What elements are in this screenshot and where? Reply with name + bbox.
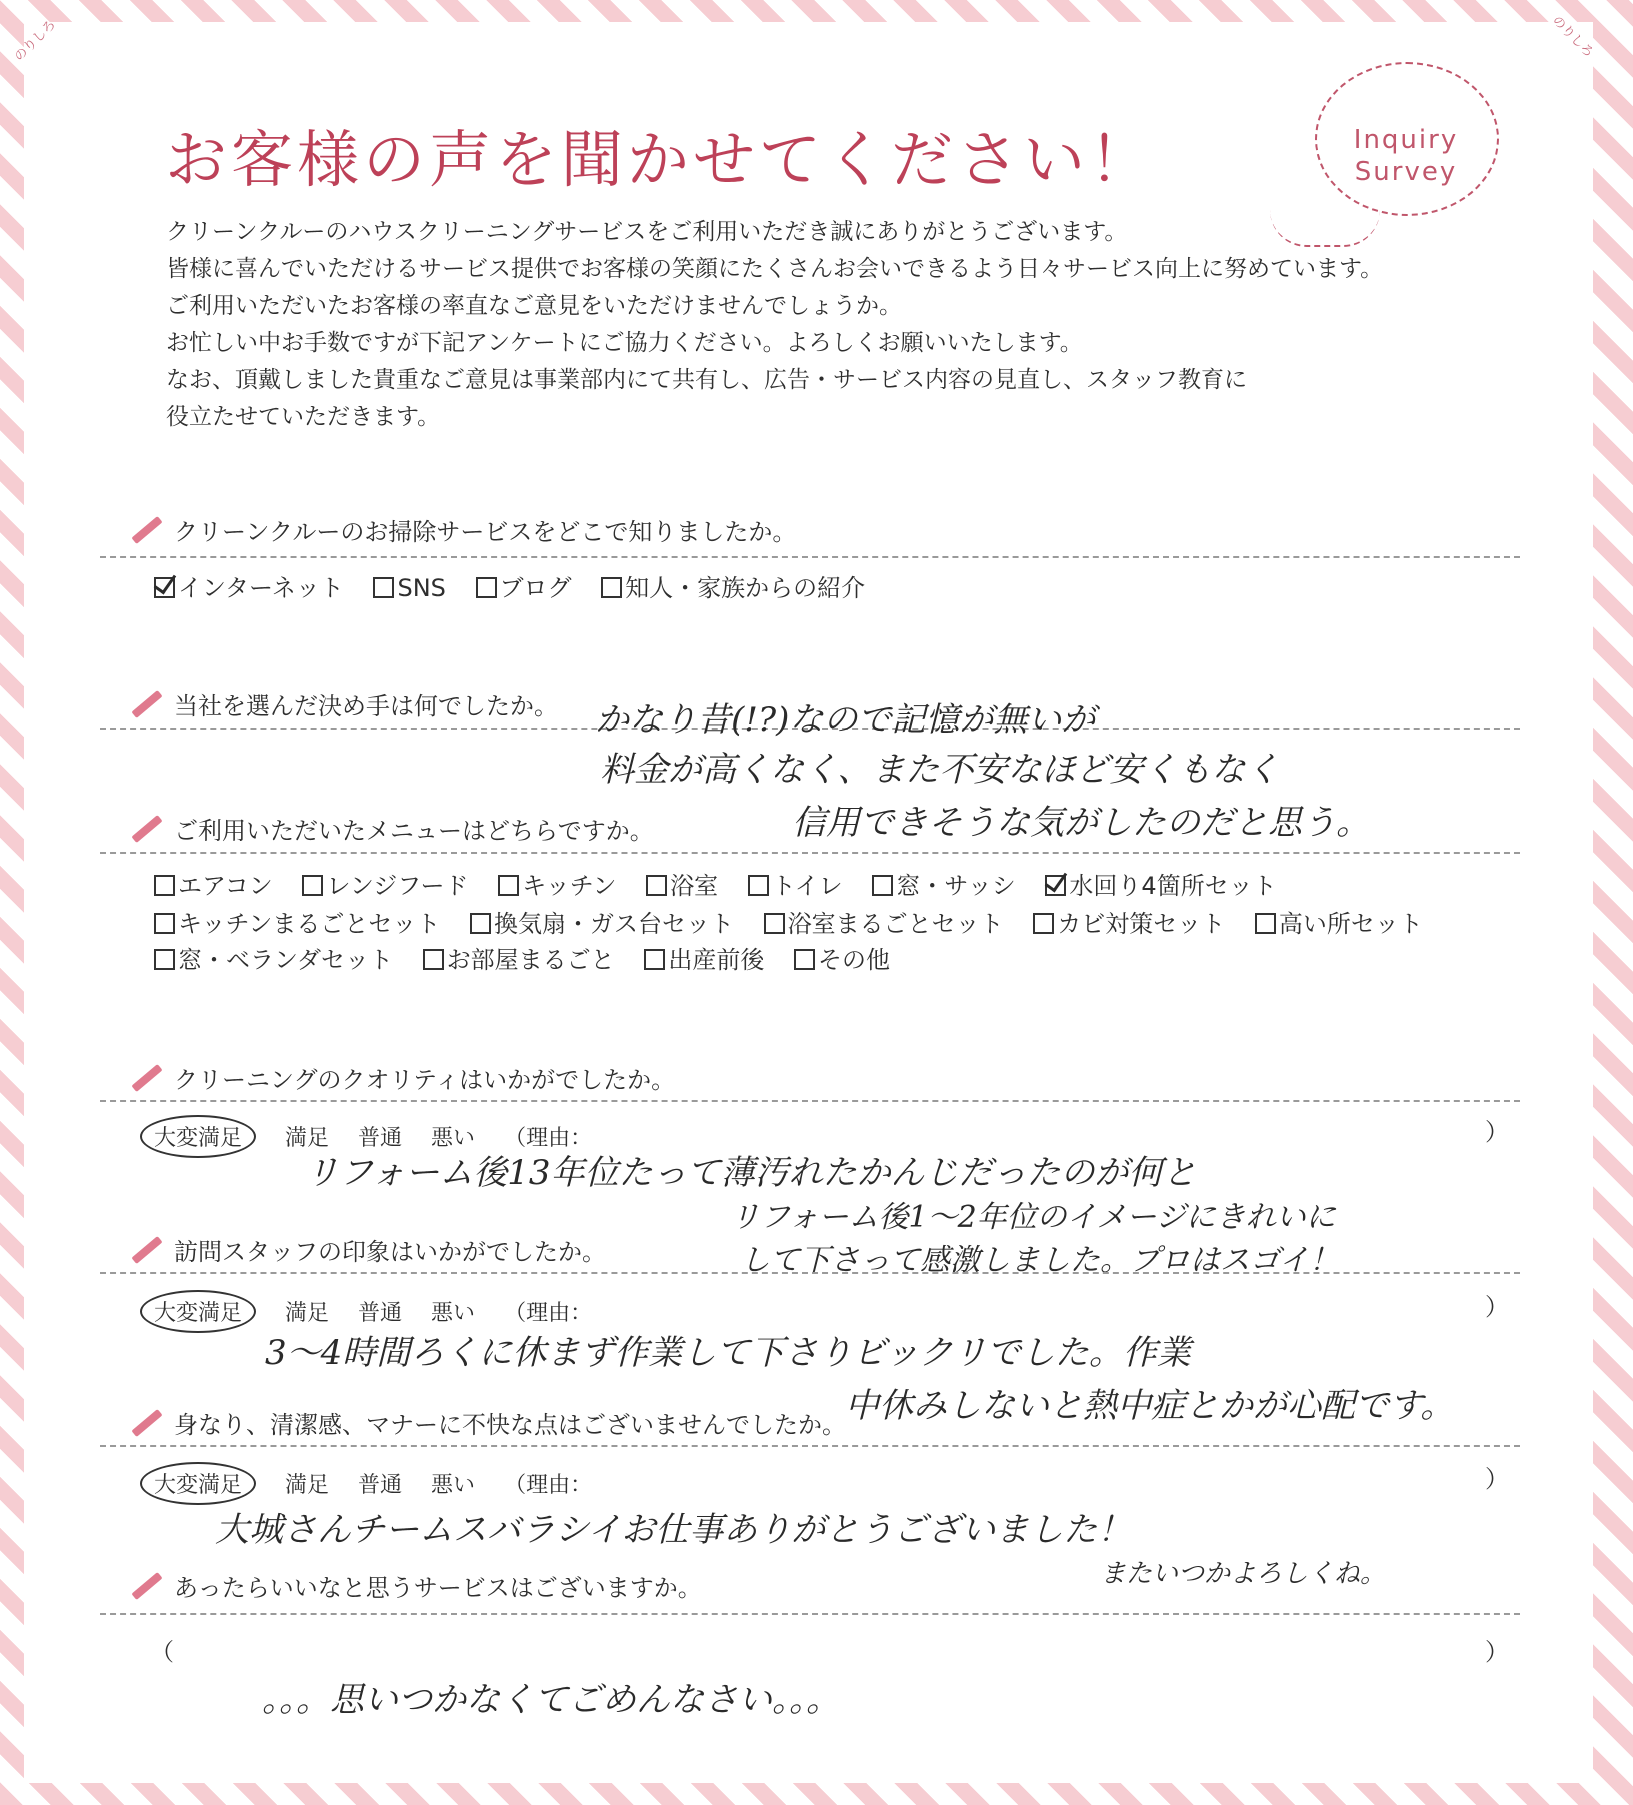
paren-close: ） <box>1485 1465 1509 1493</box>
checkbox[interactable] <box>646 875 667 896</box>
handwritten-answer: かなり昔(!?)なので記憶が無いが <box>595 700 1096 740</box>
divider <box>100 852 1520 854</box>
reason-label: （理由： <box>504 1126 593 1151</box>
question-4 <box>130 1060 675 1095</box>
rating-satisfied[interactable]: 満足 <box>285 1473 330 1498</box>
option-rangehood[interactable]: レンジフード <box>302 866 468 901</box>
option-veranda-set[interactable]: 窓・ベランダセット <box>154 940 393 975</box>
checkbox[interactable] <box>154 875 175 896</box>
q3-options-row3 <box>154 940 912 975</box>
question-3-label: ご利用いただいたメニューはどちらですか。 <box>174 817 654 845</box>
divider <box>100 1100 1520 1102</box>
handwritten-answer: リフォーム後1〜2年位のイメージにきれいに <box>730 1200 1336 1235</box>
rating-bad[interactable]: 悪い <box>431 1301 476 1326</box>
checkbox[interactable] <box>373 577 394 598</box>
intro-line: お忙しい中お手数ですが下記アンケートにご協力ください。よろしくお願いいたします。 <box>166 330 1083 356</box>
question-7 <box>130 1568 702 1603</box>
handwritten-answer: 料金が高くなく、また不安なほど安くもなく <box>600 750 1280 790</box>
paren-close: ） <box>1485 1638 1509 1666</box>
rating-bad[interactable]: 悪い <box>431 1126 476 1151</box>
option-room[interactable]: お部屋まるごと <box>423 940 615 975</box>
intro-line: 皆様に喜んでいただけるサービス提供でお客様の笑顔にたくさんお会いできるよう日々サービス向上に努めています。 <box>166 256 1384 282</box>
checkbox[interactable] <box>476 577 497 598</box>
checkbox-checked[interactable] <box>1045 875 1066 896</box>
handwritten-answer: 。。。思いつかなくてごめんなさい。。。 <box>262 1680 840 1720</box>
rating-very-satisfied-selected[interactable]: 大変満足 <box>140 1462 256 1505</box>
rating-satisfied[interactable]: 満足 <box>285 1301 330 1326</box>
checkbox[interactable] <box>764 913 785 934</box>
intro-line: 役立たせていただきます。 <box>166 404 441 430</box>
divider <box>100 1445 1520 1447</box>
q6-rating <box>148 1462 614 1505</box>
rating-very-satisfied-selected[interactable]: 大変満足 <box>140 1290 256 1333</box>
handwritten-answer: 3〜4時間ろくに休まず作業して下さりビックリでした。作業 <box>265 1333 1191 1373</box>
option-referral[interactable]: 知人・家族からの紹介 <box>601 568 865 603</box>
checkbox[interactable] <box>601 577 622 598</box>
checkbox[interactable] <box>423 949 444 970</box>
divider <box>100 1272 1520 1274</box>
reason-label: （理由： <box>504 1301 593 1326</box>
question-1-label: クリーンクルーのお掃除サービスをどこで知りましたか。 <box>174 518 797 546</box>
rating-neutral[interactable]: 普通 <box>358 1473 403 1498</box>
checkbox[interactable] <box>154 949 175 970</box>
rating-neutral[interactable]: 普通 <box>358 1126 403 1151</box>
pencil-icon <box>131 516 162 544</box>
option-water-set[interactable]: 水回り4箇所セット <box>1045 866 1276 901</box>
question-6 <box>130 1405 846 1440</box>
option-high-set[interactable]: 高い所セット <box>1255 904 1423 939</box>
option-aircon[interactable]: エアコン <box>154 866 273 901</box>
checkbox[interactable] <box>644 949 665 970</box>
reason-label: （理由： <box>504 1473 593 1498</box>
handwritten-answer: 大城さんチームスバラシイお仕事ありがとうございました！ <box>215 1510 1132 1550</box>
q3-options-row1 <box>154 866 1299 901</box>
option-kitchen[interactable]: キッチン <box>498 866 616 901</box>
pencil-icon <box>131 1064 162 1092</box>
option-internet[interactable]: インターネット <box>154 568 344 603</box>
bubble-text <box>1346 124 1466 188</box>
option-birth[interactable]: 出産前後 <box>644 940 764 975</box>
rating-bad[interactable]: 悪い <box>431 1473 476 1498</box>
rating-satisfied[interactable]: 満足 <box>285 1126 330 1151</box>
pencil-icon <box>131 1236 162 1264</box>
handwritten-answer: リフォーム後13年位たって薄汚れたかんじだったのが何と <box>305 1153 1197 1193</box>
corner-label-right: のりしろ <box>1548 13 1597 61</box>
paren-open: （ <box>150 1638 174 1666</box>
checkbox[interactable] <box>1255 913 1276 934</box>
bubble-line2: Survey <box>1354 157 1458 187</box>
intro-line: なお、頂戴しました貴重なご意見は事業部内にて共有し、広告・サービス内容の見直し、スタッフ教育に <box>166 367 1247 393</box>
question-2-label: 当社を選んだ決め手は何でしたか。 <box>174 692 558 720</box>
checkbox[interactable] <box>872 875 893 896</box>
option-toilet[interactable]: トイレ <box>748 866 843 901</box>
divider <box>100 1613 1520 1615</box>
option-mold-set[interactable]: カビ対策セット <box>1033 904 1225 939</box>
bubble-line1: Inquiry <box>1353 125 1459 155</box>
question-4-label: クリーニングのクオリティはいかがでしたか。 <box>174 1066 676 1094</box>
paren-close: ） <box>1485 1118 1509 1146</box>
question-2 <box>130 686 558 721</box>
checkbox[interactable] <box>1033 913 1054 934</box>
handwritten-answer: 信用できそうな気がしたのだと思う。 <box>792 803 1370 843</box>
question-1 <box>130 512 796 547</box>
paren-close: ） <box>1485 1293 1509 1321</box>
handwritten-answer: 中休みしないと熱中症とかが心配です。 <box>845 1386 1455 1426</box>
option-bathroom[interactable]: 浴室 <box>646 866 718 901</box>
pencil-icon <box>131 815 162 843</box>
checkbox[interactable] <box>302 875 323 896</box>
q3-options-row2 <box>154 904 1445 939</box>
checkbox[interactable] <box>794 949 815 970</box>
checkbox[interactable] <box>154 913 175 934</box>
intro-line: クリーンクルーのハウスクリーニングサービスをご利用いただき誠にありがとうございます。 <box>166 219 1128 245</box>
question-7-label: あったらいいなと思うサービスはございますか。 <box>174 1574 702 1602</box>
option-kitchen-set[interactable]: キッチンまるごとセット <box>154 904 440 939</box>
rating-very-satisfied-selected[interactable]: 大変満足 <box>140 1115 256 1158</box>
option-bath-set[interactable]: 浴室まるごとセット <box>764 904 1004 939</box>
question-3 <box>130 811 654 846</box>
divider <box>100 556 1520 558</box>
pencil-icon <box>131 1572 162 1600</box>
option-fan-set[interactable]: 換気扇・ガス台セット <box>470 904 734 939</box>
option-other[interactable]: その他 <box>794 940 890 975</box>
question-5-label: 訪問スタッフの印象はいかがでしたか。 <box>174 1238 606 1266</box>
intro-text <box>166 214 1383 436</box>
option-window[interactable]: 窓・サッシ <box>872 866 1016 901</box>
checkbox-checked[interactable] <box>154 577 175 598</box>
checkbox[interactable] <box>470 913 491 934</box>
pencil-icon <box>131 1409 162 1437</box>
rating-neutral[interactable]: 普通 <box>358 1301 403 1326</box>
checkbox[interactable] <box>498 875 519 896</box>
pencil-icon <box>131 690 162 718</box>
handwritten-answer: して下さって感激しました。プロはスゴイ！ <box>740 1243 1340 1278</box>
question-5 <box>130 1232 606 1267</box>
checkbox[interactable] <box>748 875 769 896</box>
intro-line: ご利用いただいたお客様の率直なご意見をいただけませんでしょうか。 <box>166 293 902 319</box>
page-title: お客様の声を聞かせてください！ <box>165 123 1156 196</box>
option-sns[interactable]: SNS <box>373 574 445 602</box>
option-blog[interactable]: ブログ <box>476 568 572 603</box>
corner-label-left: のりしろ <box>11 17 60 65</box>
handwritten-answer: またいつかよろしくね。 <box>1100 1559 1387 1589</box>
question-6-label: 身なり、清潔感、マナーに不快な点はございませんでしたか。 <box>174 1411 846 1439</box>
q1-options <box>154 568 887 603</box>
